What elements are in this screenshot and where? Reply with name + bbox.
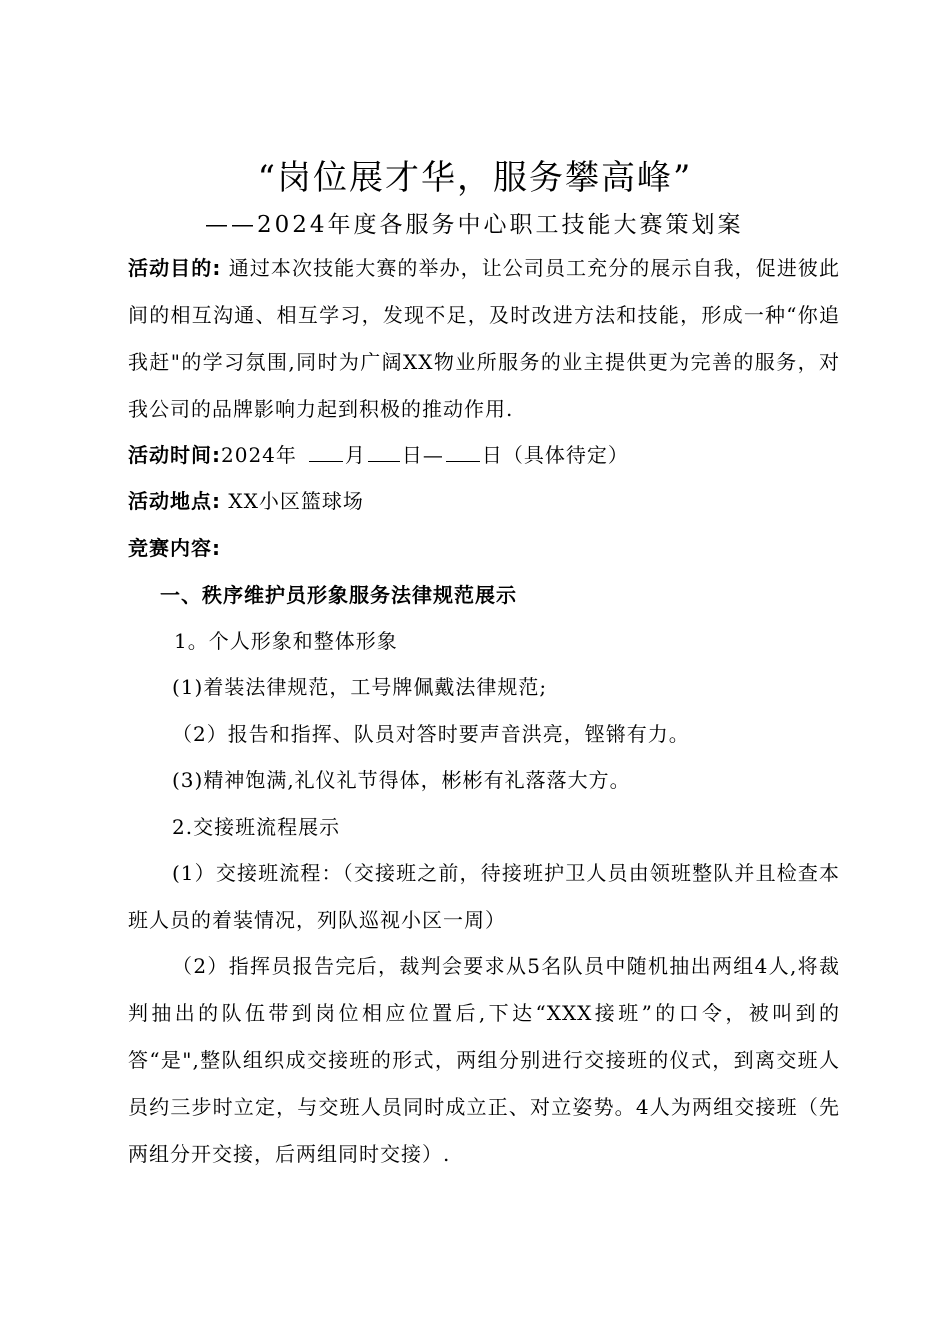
month-blank [309, 441, 343, 462]
purpose-label: 活动目的: [128, 256, 222, 280]
section1-heading: 一、秩序维护员形象服务法律规范展示 [160, 583, 517, 607]
document-subtitle: ——2024年度各服务中心职工技能大赛策划案 [205, 212, 744, 238]
item1-title: 1。个人形象和整体形象 [174, 629, 398, 653]
item1-sub1: (1)着装法律规范，工号牌佩戴法律规范; [172, 675, 548, 699]
time-row [128, 432, 629, 479]
time-year: 2024年 [221, 443, 297, 467]
time-day-end: 日（具体待定） [481, 443, 629, 467]
item2-title: 2.交接班流程展示 [172, 815, 341, 839]
purpose-text: 通过本次技能大赛的举办，让公司员工充分的展示自我，促进彼此间的相互沟通、相互学习，发现不足，及时改进方法和技能，形成一种“你追我赶"的学习氛围,同时为广阔XX物业所服务的业主提供更为完善的服务，对我公司的品牌影响力起到积极的推动作用. [128, 256, 841, 421]
time-month: 月 [344, 443, 366, 467]
day-end-blank [446, 441, 480, 462]
item1-sub3: (3)精神饱满,礼仪礼节得体，彬彬有礼落落大方。 [172, 768, 631, 792]
location-text: XX小区篮球场 [228, 489, 364, 513]
purpose-paragraph [128, 245, 840, 433]
document-title: “岗位展才华，服务攀高峰” [257, 158, 693, 198]
content-heading-row [128, 525, 221, 572]
time-label: 活动时间: [128, 443, 221, 467]
location-label: 活动地点: [128, 489, 221, 513]
item2-sub2: （2）指挥员报告完后，裁判会要求从5名队员中随机抽出两组4人,将裁判抽出的队伍带到岗位相应位置后,下达“XXX接班”的口令，被叫到的答“是",整队组织成交接班的形式，两组分别进行交接班的仪式，到离交班人员约三步时立定，与交班人员同时成立正、对立姿势。4人为两组交接班（先两组分开交接，后两组同时交接）. [128, 954, 840, 1166]
section1-heading-row [160, 572, 517, 619]
day-blank [368, 441, 400, 462]
content-label: 竞赛内容: [128, 536, 221, 560]
item2-sub1: (1）交接班流程：（交接班之前，待接班护卫人员由领班整队并且检查本班人员的着装情况，列队巡视小区一周） [128, 861, 840, 932]
location-row [128, 478, 364, 525]
time-day: 日— [401, 443, 444, 467]
item1-sub2: （2）报告和指挥、队员对答时要声音洪亮，铿锵有力。 [172, 722, 690, 746]
